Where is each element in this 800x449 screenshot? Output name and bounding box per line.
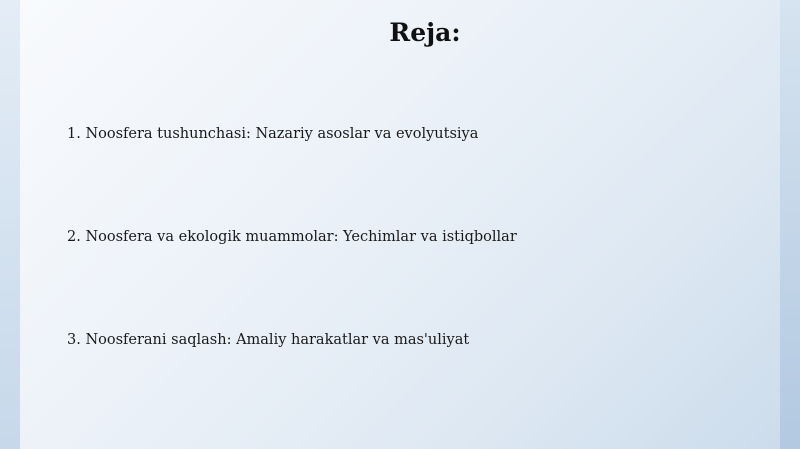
- plan-item-1: 1. Noosfera tushunchasi: Nazariy asoslar va evolyutsiya: [67, 126, 479, 142]
- right-margin: [780, 0, 800, 449]
- left-margin: [0, 0, 20, 449]
- plan-item-3: 3. Noosferani saqlash: Amaliy harakatlar va mas'uliyat: [67, 332, 470, 348]
- slide: [20, 0, 780, 449]
- slide-title: Reja:: [389, 18, 461, 47]
- plan-item-2: 2. Noosfera va ekologik muammolar: Yechimlar va istiqbollar: [67, 229, 517, 245]
